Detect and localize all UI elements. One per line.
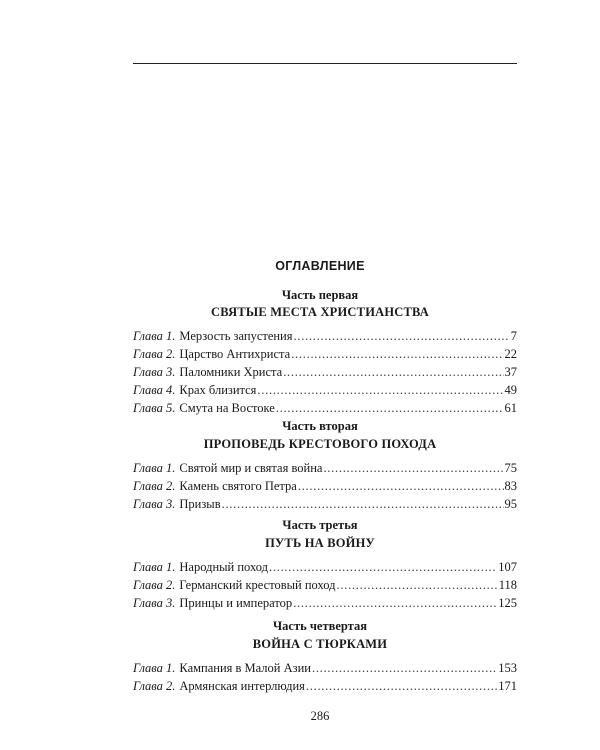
chapter-page: 125 (498, 596, 517, 610)
chapter-label: Глава 2. (133, 578, 176, 592)
chapter-label: Глава 4. (133, 383, 176, 397)
chapter-label: Глава 2. (133, 479, 176, 493)
chapter-page: 153 (498, 661, 517, 675)
chapter-page: 95 (504, 497, 517, 511)
chapter-title: Царство Антихриста (179, 347, 291, 361)
chapter-page: 37 (504, 365, 517, 379)
dot-leader (283, 363, 503, 381)
part-4-label: Часть четвертая (273, 619, 367, 633)
chapter-title: Народный поход (179, 560, 269, 574)
header-rule (133, 63, 517, 64)
chapter-page: 7 (510, 329, 517, 343)
chapter-title: Германский крестовый поход (179, 578, 336, 592)
chapter-page: 107 (498, 560, 517, 574)
chapter-label: Глава 1. (133, 661, 176, 675)
dot-leader (269, 558, 497, 576)
part-3-label: Часть третья (282, 518, 358, 532)
part-1-title: СВЯТЫЕ МЕСТА ХРИСТИАНСТВА (210, 305, 430, 319)
toc-entry[interactable] (133, 345, 517, 363)
part-3-title: ПУТЬ НА ВОЙНУ (265, 536, 375, 550)
toc-entry[interactable] (133, 558, 517, 576)
chapter-page: 75 (504, 461, 517, 475)
chapter-title: Армянская интерлюдия (179, 679, 305, 693)
toc-entry[interactable] (133, 399, 517, 417)
chapter-title: Крах близится (179, 383, 257, 397)
dot-leader (323, 459, 503, 477)
chapter-title: Смута на Востоке (179, 401, 275, 415)
chapter-title: Камень святого Петра (179, 479, 297, 493)
dot-leader (293, 594, 497, 612)
part-2-title: ПРОПОВЕДЬ КРЕСТОВОГО ПОХОДА (203, 437, 437, 451)
part-1-label: Часть первая (281, 288, 359, 302)
dot-leader (337, 576, 498, 594)
chapter-label: Глава 3. (133, 596, 176, 610)
dot-leader (276, 399, 504, 417)
toc-entry[interactable] (133, 459, 517, 477)
chapter-label: Глава 3. (133, 497, 176, 511)
part-2-chapter-list (133, 459, 517, 513)
part-3-chapter-list (133, 558, 517, 612)
part-2-label: Часть вторая (282, 419, 358, 433)
dot-leader (291, 345, 503, 363)
part-4-title: ВОЙНА С ТЮРКАМИ (252, 637, 388, 651)
chapter-label: Глава 2. (133, 679, 176, 693)
chapter-page: 171 (498, 679, 517, 693)
toc-entry[interactable] (133, 659, 517, 677)
page-number: 286 (310, 709, 330, 723)
toc-entry[interactable] (133, 677, 517, 695)
dot-leader (222, 495, 504, 513)
chapter-label: Глава 1. (133, 329, 176, 343)
toc-entry[interactable] (133, 363, 517, 381)
toc-heading (0, 259, 600, 273)
chapter-page: 118 (498, 578, 517, 592)
toc-entry[interactable] (133, 327, 517, 345)
chapter-title: Святой мир и святая война (179, 461, 323, 475)
toc-heading-text: ОГЛАВЛЕНИЕ (275, 259, 365, 273)
chapter-title: Мерзость запустения (179, 329, 293, 343)
dot-leader (294, 327, 510, 345)
chapter-label: Глава 5. (133, 401, 176, 415)
chapter-title: Кампания в Малой Азии (179, 661, 311, 675)
part-1-chapter-list (133, 327, 517, 417)
chapter-label: Глава 1. (133, 461, 176, 475)
chapter-label: Глава 3. (133, 365, 176, 379)
toc-entry[interactable] (133, 381, 517, 399)
chapter-page: 49 (504, 383, 517, 397)
chapter-page: 22 (504, 347, 517, 361)
chapter-title: Паломники Христа (179, 365, 283, 379)
chapter-label: Глава 1. (133, 560, 176, 574)
chapter-title: Призыв (179, 497, 221, 511)
dot-leader (298, 477, 504, 495)
chapter-label: Глава 2. (133, 347, 176, 361)
chapter-page: 61 (504, 401, 517, 415)
dot-leader (257, 381, 503, 399)
dot-leader (306, 677, 497, 695)
part-4-chapter-list (133, 659, 517, 695)
toc-entry[interactable] (133, 594, 517, 612)
chapter-title: Принцы и император (179, 596, 293, 610)
toc-entry[interactable] (133, 477, 517, 495)
dot-leader (312, 659, 497, 677)
toc-entry[interactable] (133, 576, 517, 594)
chapter-page: 83 (504, 479, 517, 493)
toc-entry[interactable] (133, 495, 517, 513)
